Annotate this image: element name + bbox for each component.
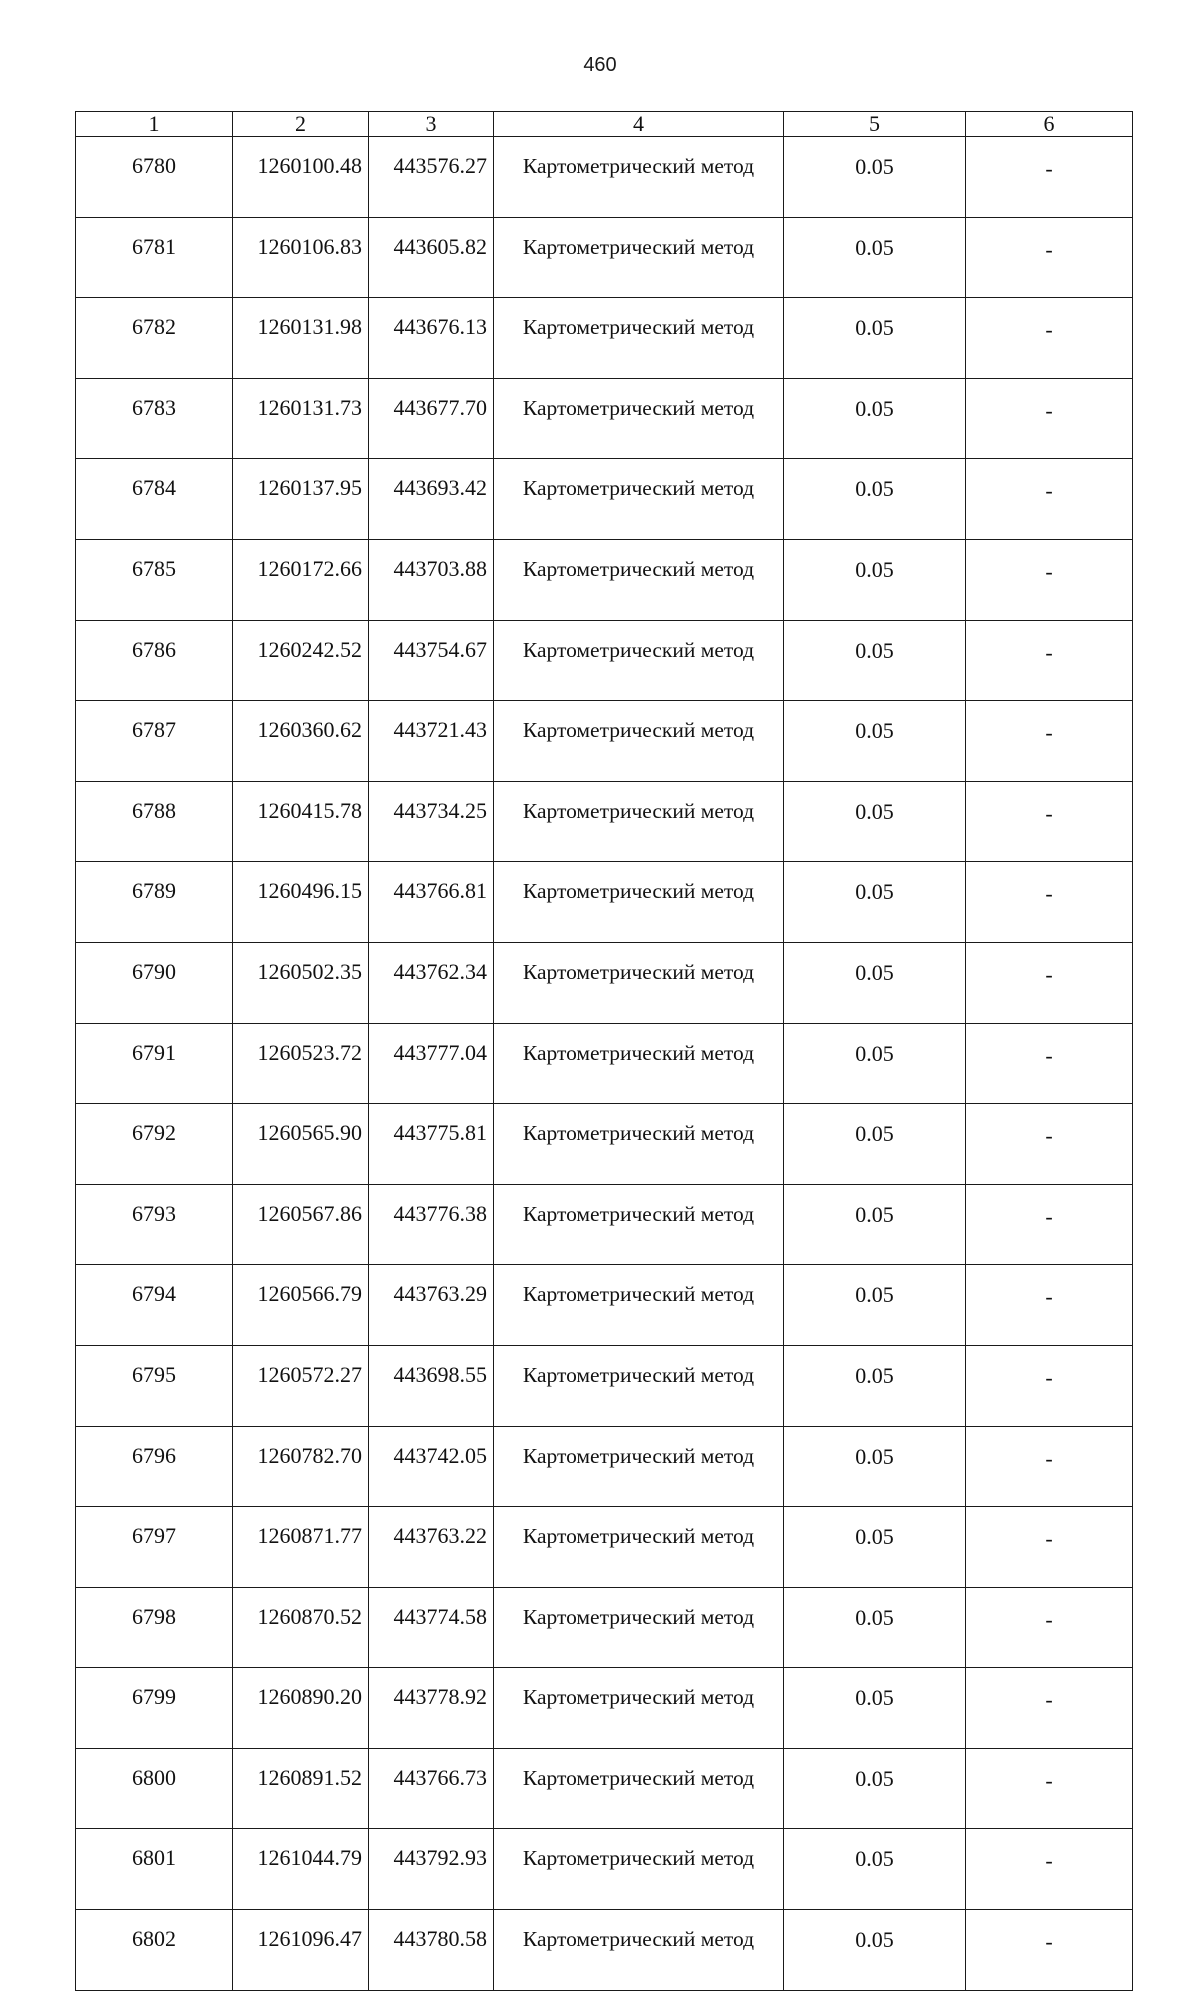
y-coordinate-cell: 443780.58 bbox=[369, 1910, 494, 1991]
accuracy-cell: 0.05 bbox=[784, 942, 966, 1023]
point-number-cell: 6780 bbox=[76, 137, 233, 218]
accuracy-cell: 0.05 bbox=[784, 378, 966, 459]
point-number-cell: 6787 bbox=[76, 701, 233, 782]
note-cell: - bbox=[966, 459, 1133, 540]
accuracy-cell: 0.05 bbox=[784, 1587, 966, 1668]
y-coordinate-cell: 443766.81 bbox=[369, 862, 494, 943]
x-coordinate-cell: 1260891.52 bbox=[233, 1748, 369, 1829]
accuracy-cell: 0.05 bbox=[784, 137, 966, 218]
method-cell: Картометрический метод bbox=[494, 1829, 784, 1910]
y-coordinate-cell: 443776.38 bbox=[369, 1184, 494, 1265]
x-coordinate-cell: 1260100.48 bbox=[233, 137, 369, 218]
note-cell: - bbox=[966, 1748, 1133, 1829]
x-coordinate-cell: 1260242.52 bbox=[233, 620, 369, 701]
accuracy-cell: 0.05 bbox=[784, 1023, 966, 1104]
accuracy-cell: 0.05 bbox=[784, 701, 966, 782]
method-cell: Картометрический метод bbox=[494, 1910, 784, 1991]
point-number-cell: 6801 bbox=[76, 1829, 233, 1910]
table-row bbox=[76, 1748, 1133, 1829]
y-coordinate-cell: 443763.29 bbox=[369, 1265, 494, 1346]
y-coordinate-cell: 443778.92 bbox=[369, 1668, 494, 1749]
column-header-1: 1 bbox=[76, 112, 233, 137]
table-row bbox=[76, 1507, 1133, 1588]
accuracy-cell: 0.05 bbox=[784, 459, 966, 540]
method-cell: Картометрический метод bbox=[494, 620, 784, 701]
column-header-3: 3 bbox=[369, 112, 494, 137]
x-coordinate-cell: 1260572.27 bbox=[233, 1345, 369, 1426]
note-cell: - bbox=[966, 378, 1133, 459]
point-number-cell: 6794 bbox=[76, 1265, 233, 1346]
note-cell: - bbox=[966, 539, 1133, 620]
point-number-cell: 6792 bbox=[76, 1104, 233, 1185]
accuracy-cell: 0.05 bbox=[784, 620, 966, 701]
x-coordinate-cell: 1260782.70 bbox=[233, 1426, 369, 1507]
table-row bbox=[76, 1668, 1133, 1749]
y-coordinate-cell: 443676.13 bbox=[369, 298, 494, 379]
y-coordinate-cell: 443777.04 bbox=[369, 1023, 494, 1104]
accuracy-cell: 0.05 bbox=[784, 862, 966, 943]
method-cell: Картометрический метод bbox=[494, 1023, 784, 1104]
point-number-cell: 6791 bbox=[76, 1023, 233, 1104]
y-coordinate-cell: 443742.05 bbox=[369, 1426, 494, 1507]
method-cell: Картометрический метод bbox=[494, 1184, 784, 1265]
note-cell: - bbox=[966, 1426, 1133, 1507]
method-cell: Картометрический метод bbox=[494, 701, 784, 782]
note-cell: - bbox=[966, 620, 1133, 701]
header-row bbox=[76, 112, 1133, 137]
point-number-cell: 6788 bbox=[76, 781, 233, 862]
accuracy-cell: 0.05 bbox=[784, 1507, 966, 1588]
table-row bbox=[76, 217, 1133, 298]
method-cell: Картометрический метод bbox=[494, 1587, 784, 1668]
x-coordinate-cell: 1260890.20 bbox=[233, 1668, 369, 1749]
method-cell: Картометрический метод bbox=[494, 378, 784, 459]
column-header-5: 5 bbox=[784, 112, 966, 137]
x-coordinate-cell: 1260871.77 bbox=[233, 1507, 369, 1588]
accuracy-cell: 0.05 bbox=[784, 1104, 966, 1185]
y-coordinate-cell: 443677.70 bbox=[369, 378, 494, 459]
method-cell: Картометрический метод bbox=[494, 1426, 784, 1507]
note-cell: - bbox=[966, 1184, 1133, 1265]
x-coordinate-cell: 1260870.52 bbox=[233, 1587, 369, 1668]
point-number-cell: 6799 bbox=[76, 1668, 233, 1749]
y-coordinate-cell: 443792.93 bbox=[369, 1829, 494, 1910]
point-number-cell: 6800 bbox=[76, 1748, 233, 1829]
table-row bbox=[76, 701, 1133, 782]
table-row bbox=[76, 1265, 1133, 1346]
point-number-cell: 6784 bbox=[76, 459, 233, 540]
note-cell: - bbox=[966, 1587, 1133, 1668]
column-header-6: 6 bbox=[966, 112, 1133, 137]
note-cell: - bbox=[966, 1104, 1133, 1185]
x-coordinate-cell: 1261096.47 bbox=[233, 1910, 369, 1991]
note-cell: - bbox=[966, 1023, 1133, 1104]
point-number-cell: 6783 bbox=[76, 378, 233, 459]
note-cell: - bbox=[966, 862, 1133, 943]
method-cell: Картометрический метод bbox=[494, 217, 784, 298]
note-cell: - bbox=[966, 217, 1133, 298]
accuracy-cell: 0.05 bbox=[784, 1184, 966, 1265]
note-cell: - bbox=[966, 781, 1133, 862]
accuracy-cell: 0.05 bbox=[784, 217, 966, 298]
column-header-2: 2 bbox=[233, 112, 369, 137]
method-cell: Картометрический метод bbox=[494, 1345, 784, 1426]
table-row bbox=[76, 1587, 1133, 1668]
point-number-cell: 6789 bbox=[76, 862, 233, 943]
table-row bbox=[76, 1829, 1133, 1910]
y-coordinate-cell: 443762.34 bbox=[369, 942, 494, 1023]
table-body bbox=[76, 137, 1133, 1991]
method-cell: Картометрический метод bbox=[494, 781, 784, 862]
x-coordinate-cell: 1260523.72 bbox=[233, 1023, 369, 1104]
y-coordinate-cell: 443576.27 bbox=[369, 137, 494, 218]
accuracy-cell: 0.05 bbox=[784, 1748, 966, 1829]
table-row bbox=[76, 1910, 1133, 1991]
column-header-4: 4 bbox=[494, 112, 784, 137]
accuracy-cell: 0.05 bbox=[784, 1345, 966, 1426]
method-cell: Картометрический метод bbox=[494, 1104, 784, 1185]
point-number-cell: 6796 bbox=[76, 1426, 233, 1507]
table-row bbox=[76, 459, 1133, 540]
y-coordinate-cell: 443766.73 bbox=[369, 1748, 494, 1829]
method-cell: Картометрический метод bbox=[494, 459, 784, 540]
point-number-cell: 6781 bbox=[76, 217, 233, 298]
table-row bbox=[76, 539, 1133, 620]
method-cell: Картометрический метод bbox=[494, 539, 784, 620]
y-coordinate-cell: 443775.81 bbox=[369, 1104, 494, 1185]
note-cell: - bbox=[966, 942, 1133, 1023]
table-row bbox=[76, 781, 1133, 862]
y-coordinate-cell: 443763.22 bbox=[369, 1507, 494, 1588]
x-coordinate-cell: 1260415.78 bbox=[233, 781, 369, 862]
point-number-cell: 6793 bbox=[76, 1184, 233, 1265]
note-cell: - bbox=[966, 298, 1133, 379]
note-cell: - bbox=[966, 701, 1133, 782]
table-header bbox=[76, 112, 1133, 137]
x-coordinate-cell: 1260496.15 bbox=[233, 862, 369, 943]
accuracy-cell: 0.05 bbox=[784, 781, 966, 862]
table-row bbox=[76, 1426, 1133, 1507]
accuracy-cell: 0.05 bbox=[784, 298, 966, 379]
accuracy-cell: 0.05 bbox=[784, 1668, 966, 1749]
x-coordinate-cell: 1260137.95 bbox=[233, 459, 369, 540]
y-coordinate-cell: 443754.67 bbox=[369, 620, 494, 701]
point-number-cell: 6797 bbox=[76, 1507, 233, 1588]
point-number-cell: 6786 bbox=[76, 620, 233, 701]
method-cell: Картометрический метод bbox=[494, 1748, 784, 1829]
accuracy-cell: 0.05 bbox=[784, 539, 966, 620]
table-row bbox=[76, 1023, 1133, 1104]
accuracy-cell: 0.05 bbox=[784, 1829, 966, 1910]
x-coordinate-cell: 1260566.79 bbox=[233, 1265, 369, 1346]
note-cell: - bbox=[966, 1507, 1133, 1588]
x-coordinate-cell: 1261044.79 bbox=[233, 1829, 369, 1910]
note-cell: - bbox=[966, 137, 1133, 218]
page-number: 460 bbox=[583, 54, 617, 76]
accuracy-cell: 0.05 bbox=[784, 1265, 966, 1346]
x-coordinate-cell: 1260565.90 bbox=[233, 1104, 369, 1185]
table-row bbox=[76, 620, 1133, 701]
table-row bbox=[76, 1104, 1133, 1185]
point-number-cell: 6802 bbox=[76, 1910, 233, 1991]
accuracy-cell: 0.05 bbox=[784, 1426, 966, 1507]
y-coordinate-cell: 443693.42 bbox=[369, 459, 494, 540]
y-coordinate-cell: 443703.88 bbox=[369, 539, 494, 620]
table-row bbox=[76, 1184, 1133, 1265]
method-cell: Картометрический метод bbox=[494, 862, 784, 943]
y-coordinate-cell: 443774.58 bbox=[369, 1587, 494, 1668]
note-cell: - bbox=[966, 1829, 1133, 1910]
table-row bbox=[76, 862, 1133, 943]
table-row bbox=[76, 1345, 1133, 1426]
point-number-cell: 6790 bbox=[76, 942, 233, 1023]
method-cell: Картометрический метод bbox=[494, 942, 784, 1023]
coordinates-table bbox=[75, 111, 1133, 1991]
point-number-cell: 6795 bbox=[76, 1345, 233, 1426]
table-row bbox=[76, 942, 1133, 1023]
table-row bbox=[76, 137, 1133, 218]
x-coordinate-cell: 1260360.62 bbox=[233, 701, 369, 782]
note-cell: - bbox=[966, 1265, 1133, 1346]
method-cell: Картометрический метод bbox=[494, 1265, 784, 1346]
y-coordinate-cell: 443605.82 bbox=[369, 217, 494, 298]
accuracy-cell: 0.05 bbox=[784, 1910, 966, 1991]
x-coordinate-cell: 1260106.83 bbox=[233, 217, 369, 298]
method-cell: Картометрический метод bbox=[494, 1507, 784, 1588]
note-cell: - bbox=[966, 1668, 1133, 1749]
y-coordinate-cell: 443721.43 bbox=[369, 701, 494, 782]
y-coordinate-cell: 443734.25 bbox=[369, 781, 494, 862]
note-cell: - bbox=[966, 1345, 1133, 1426]
method-cell: Картометрический метод bbox=[494, 137, 784, 218]
x-coordinate-cell: 1260131.73 bbox=[233, 378, 369, 459]
note-cell: - bbox=[966, 1910, 1133, 1991]
x-coordinate-cell: 1260172.66 bbox=[233, 539, 369, 620]
point-number-cell: 6798 bbox=[76, 1587, 233, 1668]
x-coordinate-cell: 1260567.86 bbox=[233, 1184, 369, 1265]
point-number-cell: 6785 bbox=[76, 539, 233, 620]
point-number-cell: 6782 bbox=[76, 298, 233, 379]
x-coordinate-cell: 1260131.98 bbox=[233, 298, 369, 379]
table-row bbox=[76, 298, 1133, 379]
method-cell: Картометрический метод bbox=[494, 1668, 784, 1749]
y-coordinate-cell: 443698.55 bbox=[369, 1345, 494, 1426]
x-coordinate-cell: 1260502.35 bbox=[233, 942, 369, 1023]
method-cell: Картометрический метод bbox=[494, 298, 784, 379]
table-row bbox=[76, 378, 1133, 459]
